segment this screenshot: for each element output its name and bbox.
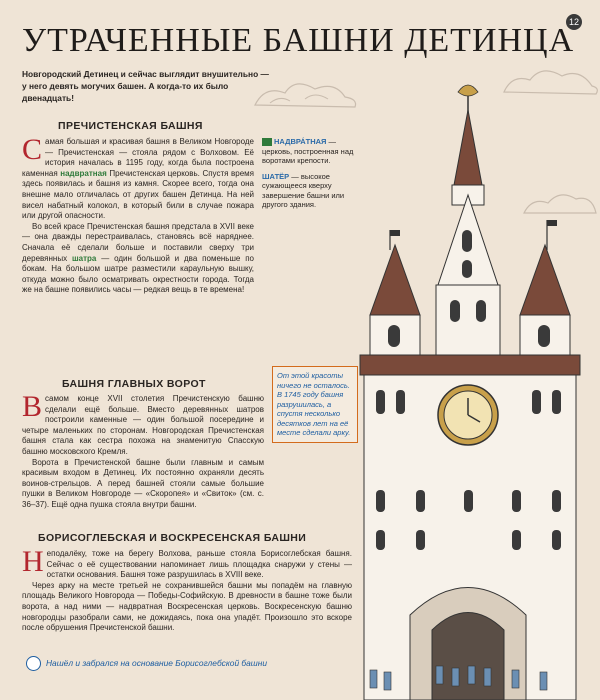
highlight-term: надвратная: [60, 168, 107, 178]
eagle-icon: [458, 85, 478, 96]
tower-illustration: [340, 70, 600, 700]
page-number: 12: [566, 14, 582, 30]
section-heading-prechistenskaya: ПРЕЧИСТЕНСКАЯ БАШНЯ: [58, 120, 203, 132]
dropcap: Н: [22, 545, 44, 578]
section-text-main-gate: Всамом конце XVII столетия Пречистенскую башню сделали ещё больше. Вместо деревянных шатров построили каменные — один большой посередине и четыре маленьких по сторонам. Новгородская Пречистенская башня стала как сестра похожа на знаменитую Спасскую башню московского Кремля. Ворота в Пречистенской башне были главным и самым красивым входом в Детинец. Их постоянно охраняли десять воинов-стрельцов. А перед башней стояли самые большие пушки в Великом Новгороде — «Скоропея» и «Свиток» (см. с. 36–37). Ещё одна пушка стояла внутри башни.: [22, 390, 264, 509]
section-heading-main-gate: БАШНЯ ГЛАВНЫХ ВОРОТ: [62, 378, 206, 390]
section-text-prechistenskaya: Самая большая и красивая башня в Великом Новгороде — Пречистенская — стояла рядом с Волховом. Её история началась в 1195 году, когда была построена каменная надвратная Пречистенская церковь. Спустя время здесь появилась и башня из камня. Скорее всего, тогда она внешне мало отличалась от других башен Детинца. На ней висел набатный колокол, в который били в случае пожара или другой опасности. Во всей красе Пречистенская башня предстала в XVII веке — она дважды перестраивалась, становясь всё наряднее. Сначала её сделали больше и поставили сверху три деревянных шатра — один большой и два поменьше по бокам. На большом шатре разместили караульную вышку, откуда можно было осматривать окрестности города. Тогда же на башне появились часы — редкая вещь в те времена!: [22, 133, 254, 295]
dropcap: В: [22, 390, 43, 423]
intro-text: Новгородский Детинец и сейчас выглядит внушительно — у него девять могучих башен. А когда-то их было двенадцать!: [22, 69, 269, 103]
callout-box: От этой красоты ничего не осталось. В 1745 году башня разрушилась, а спустя несколько десятков лет на её месте сделали арку.: [272, 366, 358, 443]
glossary-entry: НАДВРА́ТНАЯ — церковь, построенная над воротами крепости.: [262, 137, 354, 165]
glossary-entry: ШАТЁР — высокое сужающееся кверху завершение башни или другого здания.: [262, 171, 345, 209]
page-title: УТРАЧЕННЫЕ БАШНИ ДЕТИНЦА: [22, 22, 575, 59]
highlight-term: шатра: [71, 253, 97, 263]
checklist-item[interactable]: Нашёл и забрался на основание Борисоглебской башни: [28, 658, 267, 669]
section-text-borisoglebskaya: Неподалёку, тоже на берегу Волхова, раньше стояла Борисоглебская башня. Сейчас о её существовании напоминает лишь площадка снаружи у стены — остатки основания. Башня тоже разрушилась в XVIII веке. Через арку на месте третьей не сохранившейся башни мы попадём на главную площадь Великого Новгорода — Победы-Софийскую. В древности в башне тоже были ворота, а над ними — надвратная Воскресенская церковь. Воскресенскую башню новгородцы разобрали сами, не дожидаясь, пока она упадёт. Произошло это вскоре после обрушения Пречистенской башни.: [22, 545, 352, 633]
bookmark-icon: [262, 138, 272, 146]
section-heading-borisoglebskaya: БОРИСОГЛЕБСКАЯ И ВОСКРЕСЕНСКАЯ БАШНИ: [38, 532, 307, 544]
checkbox-circle-icon[interactable]: [26, 656, 41, 671]
dropcap: С: [22, 133, 43, 166]
